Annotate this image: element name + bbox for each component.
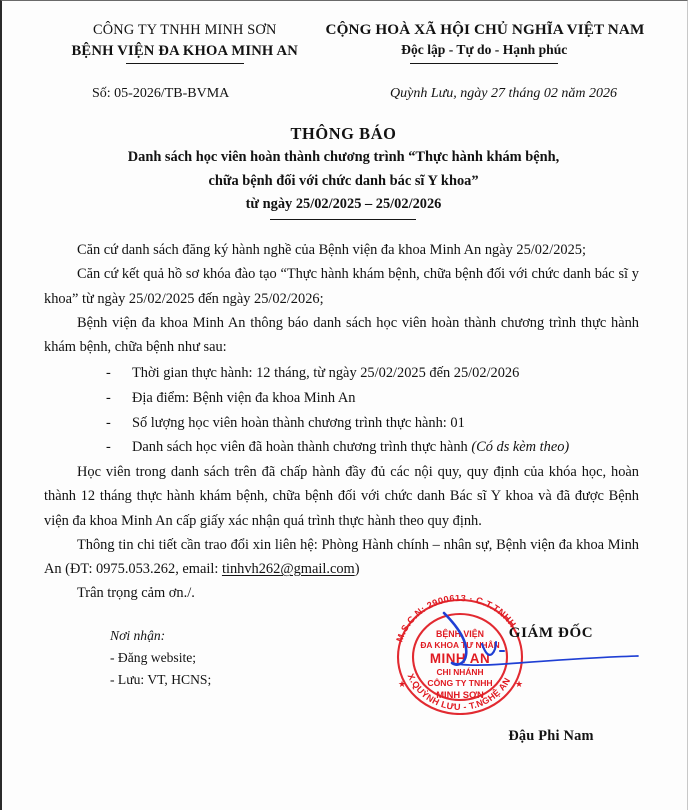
title-date-range: từ ngày 25/02/2025 – 25/02/2026 bbox=[245, 196, 442, 213]
contact-text-suffix: ) bbox=[354, 560, 360, 577]
signer-block bbox=[436, 625, 666, 745]
list-dash: - bbox=[106, 389, 111, 406]
svg-text:CHI NHÁNH: CHI NHÁNH bbox=[436, 667, 484, 677]
recipient-item: - Đăng website; bbox=[110, 650, 197, 666]
title-date-underline bbox=[270, 219, 416, 220]
list-item bbox=[106, 435, 643, 460]
header-right-block bbox=[326, 19, 643, 64]
signer-role: GIÁM ĐỐC bbox=[508, 625, 594, 642]
header-left-block bbox=[44, 19, 326, 64]
recipients-title: Nơi nhận: bbox=[110, 628, 166, 644]
list-item-text: Địa điểm: Bệnh viện đa khoa Minh An bbox=[132, 389, 356, 406]
svg-text:★: ★ bbox=[398, 679, 407, 689]
list-item-text: Danh sách học viên đã hoàn thành chương trình thực hành bbox=[132, 439, 472, 456]
details-list bbox=[44, 361, 643, 460]
body-paragraph-3: Bệnh viện đa khoa Minh An thông báo danh sách học viên hoàn thành chương trình thực hành khám bệnh, chữa bệnh như sau: bbox=[44, 314, 639, 355]
company-name: CÔNG TY TNHH MINH SƠN bbox=[93, 22, 277, 38]
document-number: Số: 05-2026/TB-BVMA bbox=[92, 85, 230, 101]
svg-text:★: ★ bbox=[515, 679, 524, 689]
body-closing: Trân trọng cảm ơn./. bbox=[77, 585, 195, 602]
title-sub-line-2: chữa bệnh đối với chức danh bác sĩ Y khoa” bbox=[208, 172, 479, 189]
document-body bbox=[44, 238, 643, 605]
document-header bbox=[44, 19, 643, 64]
list-item-text: Thời gian thực hành: 12 tháng, từ ngày 25/02/2025 đến 25/02/2026 bbox=[132, 365, 520, 382]
document-place-date: Quỳnh Lưu, ngày 27 tháng 02 năm 2026 bbox=[390, 85, 617, 101]
contact-text-prefix: Thông tin chi tiết cần trao đổi xin liên hệ: Phòng Hành chính – nhân sự, Bệnh viện đa khoa Minh An (ĐT: 0975.053.262, email: bbox=[44, 536, 639, 577]
hospital-name: BỆNH VIỆN ĐA KHOA MINH AN bbox=[71, 42, 299, 59]
recipient-item: - Lưu: VT, HCNS; bbox=[110, 672, 212, 688]
body-paragraph-5 bbox=[44, 533, 643, 581]
svg-text:ĐA KHOA TƯ NHÂN: ĐA KHOA TƯ NHÂN bbox=[420, 640, 500, 650]
list-dash: - bbox=[106, 365, 111, 382]
svg-text:MINH SƠN: MINH SƠN bbox=[436, 689, 484, 700]
list-item-text: Số lượng học viên hoàn thành chương trình thực hành: 01 bbox=[132, 414, 465, 431]
body-paragraph-1: Căn cứ danh sách đăng ký hành nghề của Bệnh viện đa khoa Minh An ngày 25/02/2025; bbox=[77, 242, 586, 259]
signature-area bbox=[44, 625, 643, 775]
document-title-block bbox=[44, 122, 643, 220]
recipients-block bbox=[110, 625, 211, 691]
list-item bbox=[106, 361, 643, 386]
list-dash: - bbox=[106, 414, 111, 431]
document-content bbox=[2, 1, 687, 775]
national-motto: Độc lập - Tự do - Hạnh phúc bbox=[401, 42, 568, 58]
motto-underline bbox=[410, 63, 558, 64]
title-date-range-wrap bbox=[246, 193, 442, 220]
list-item-note: (Có ds kèm theo) bbox=[471, 439, 570, 456]
title-main: THÔNG BÁO bbox=[290, 123, 397, 143]
hospital-name-underline bbox=[126, 63, 244, 64]
body-paragraph-4: Học viên trong danh sách trên đã chấp hành đầy đủ các nội quy, quy định của khóa học, hoàn thành 12 tháng thực hành khám bệnh, chữa bệnh đối với chức danh Bác sĩ Y khoa và đã được Bệnh viện đa khoa Minh An cấp giấy xác nhận quá trình thực hành theo quy định. bbox=[44, 464, 639, 529]
svg-text:MINH AN: MINH AN bbox=[429, 651, 491, 666]
svg-text:CÔNG TY TNHH: CÔNG TY TNHH bbox=[427, 678, 493, 688]
list-item bbox=[106, 386, 643, 411]
signer-name: Đậu Phi Nam bbox=[508, 728, 594, 745]
national-title: CỘNG HOÀ XÃ HỘI CHỦ NGHĨA VIỆT NAM bbox=[325, 21, 645, 38]
list-dash: - bbox=[106, 439, 111, 456]
svg-text:BỆNH VIỆN: BỆNH VIỆN bbox=[436, 629, 484, 639]
document-meta-row bbox=[44, 86, 643, 102]
body-paragraph-2: Căn cứ kết quả hồ sơ khóa đào tạo “Thực hành khám bệnh, chữa bệnh đối với chức danh bác sĩ y khoa” từ ngày 25/02/2025 đến ngày 25/02/2026; bbox=[44, 266, 639, 307]
list-item bbox=[106, 411, 643, 436]
svg-text:X.QUỲNH LƯU - T.NGHỆ AN: X.QUỲNH LƯU - T.NGHỆ AN bbox=[405, 672, 513, 713]
svg-text:M.S.C.N: 2900613 · C.T.TNHH: M.S.C.N: 2900613 · C.T.TNHH bbox=[394, 595, 519, 644]
title-sub-line-1: Danh sách học viên hoàn thành chương trình “Thực hành khám bệnh, bbox=[127, 149, 560, 166]
contact-email-link[interactable]: tinhvh262@gmail.com bbox=[221, 560, 355, 577]
